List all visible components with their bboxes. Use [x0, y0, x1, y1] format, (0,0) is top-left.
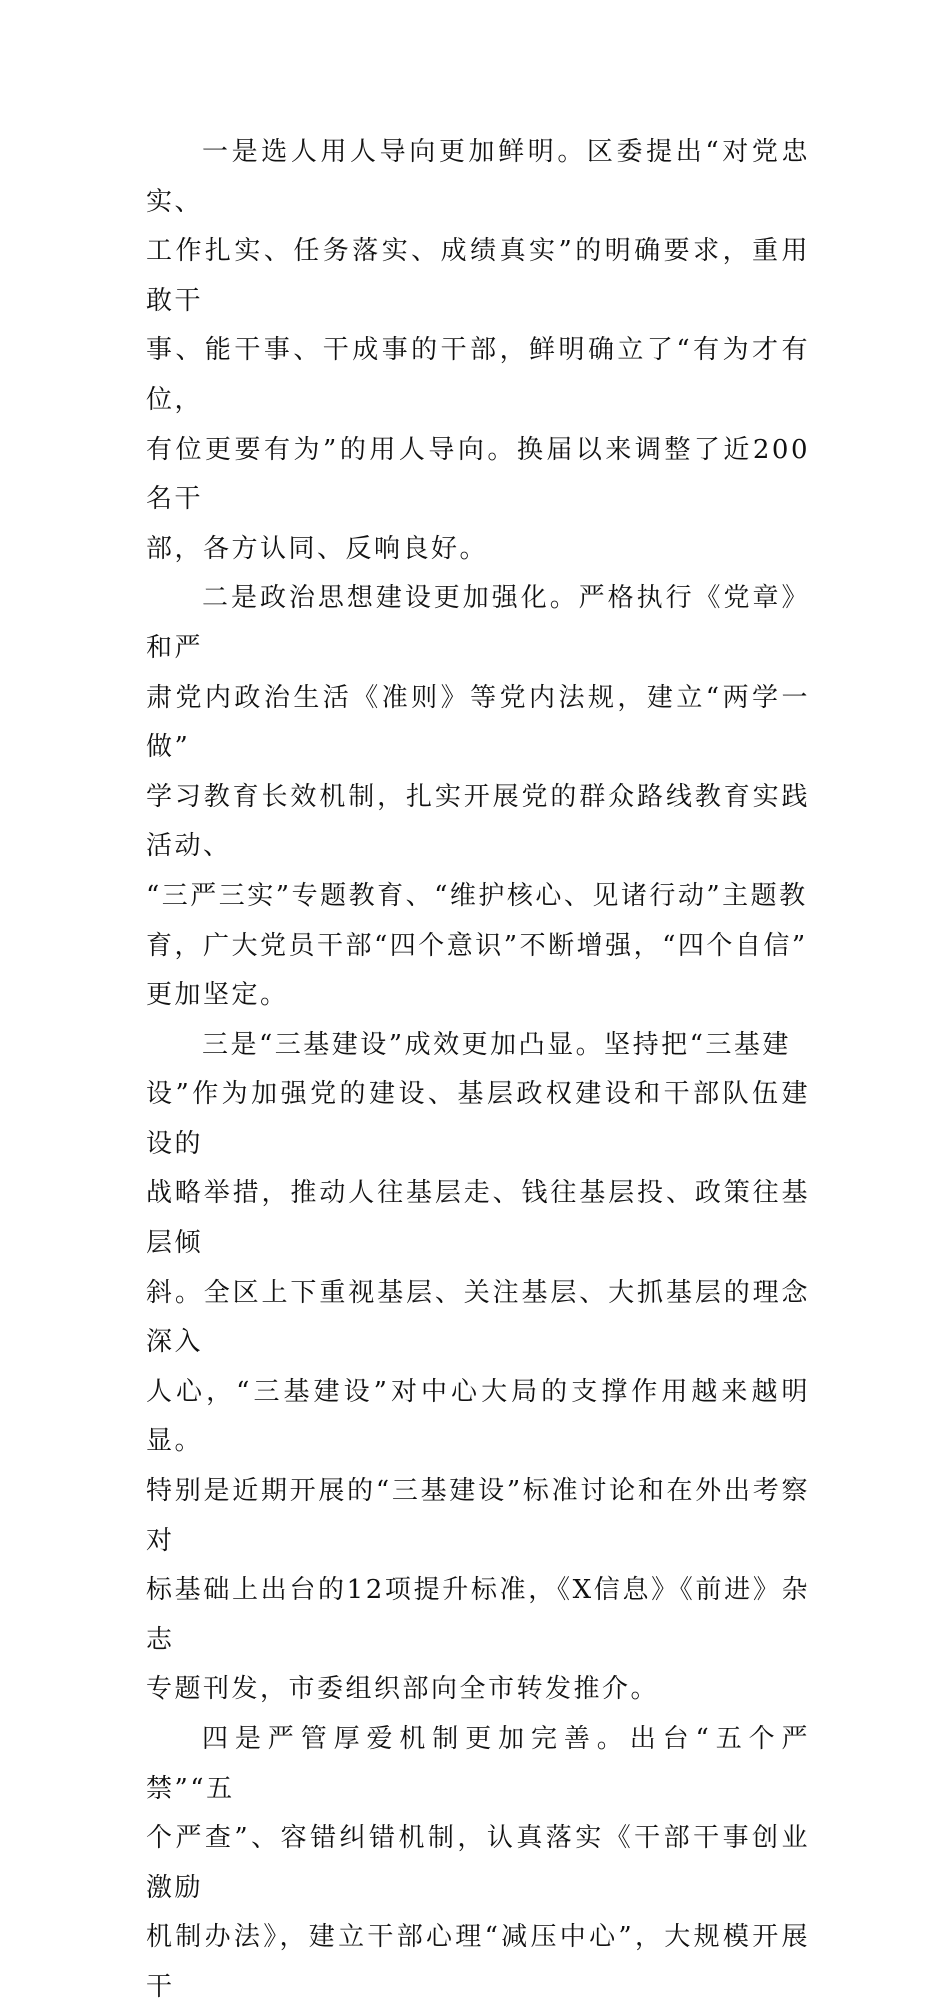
paragraph-4: 四是严管厚爱机制更加完善。出台“五个严禁”“五 个严查”、容错纠错机制，认真落实《干部干事创业激励 机制办法》，建立干部心理“减压中心”，大规模开展干: [146, 1724, 810, 2002]
paragraph-2: 二是政治思想建设更加强化。严格执行《党章》和严 肃党内政治生活《准则》等党内法规，建立“两学一做” 学习教育长效机制，扎实开展党的群众路线教育实践活动、 “三严三实”专题教育、“维护核心、见诸行动”主题教 育，广大党员干部“四个意识”不断增强，“四个自信” 更加坚定。: [146, 583, 810, 1011]
document-body: [146, 128, 810, 2013]
paragraph-1: 一是选人用人导向更加鲜明。区委提出“对党忠实、 工作扎实、任务落实、成绩真实”的明确要求，重用敢干 事、能干事、干成事的干部，鲜明确立了“有为才有位， 有位更要有为”的用人导向。换届以来调整了近200名干 部，各方认同、反响良好。: [146, 137, 810, 564]
paragraph-3: 三是“三基建设”成效更加凸显。坚持把“三基建 设”作为加强党的建设、基层政权建设和干部队伍建设的 战略举措，推动人往基层走、钱往基层投、政策往基层倾 斜。全区上下重视基层、关注基层、大抓基层的理念深入 人心，“三基建设”对中心大局的支撑作用越来越明显。 特别是近期开展的“三基建设”标准讨论和在外出考察对 标基础上出台的12项提升标准，《X信息》《前进》杂志 专题刊发，市委组织部向全市转发推介。: [146, 1029, 810, 1705]
